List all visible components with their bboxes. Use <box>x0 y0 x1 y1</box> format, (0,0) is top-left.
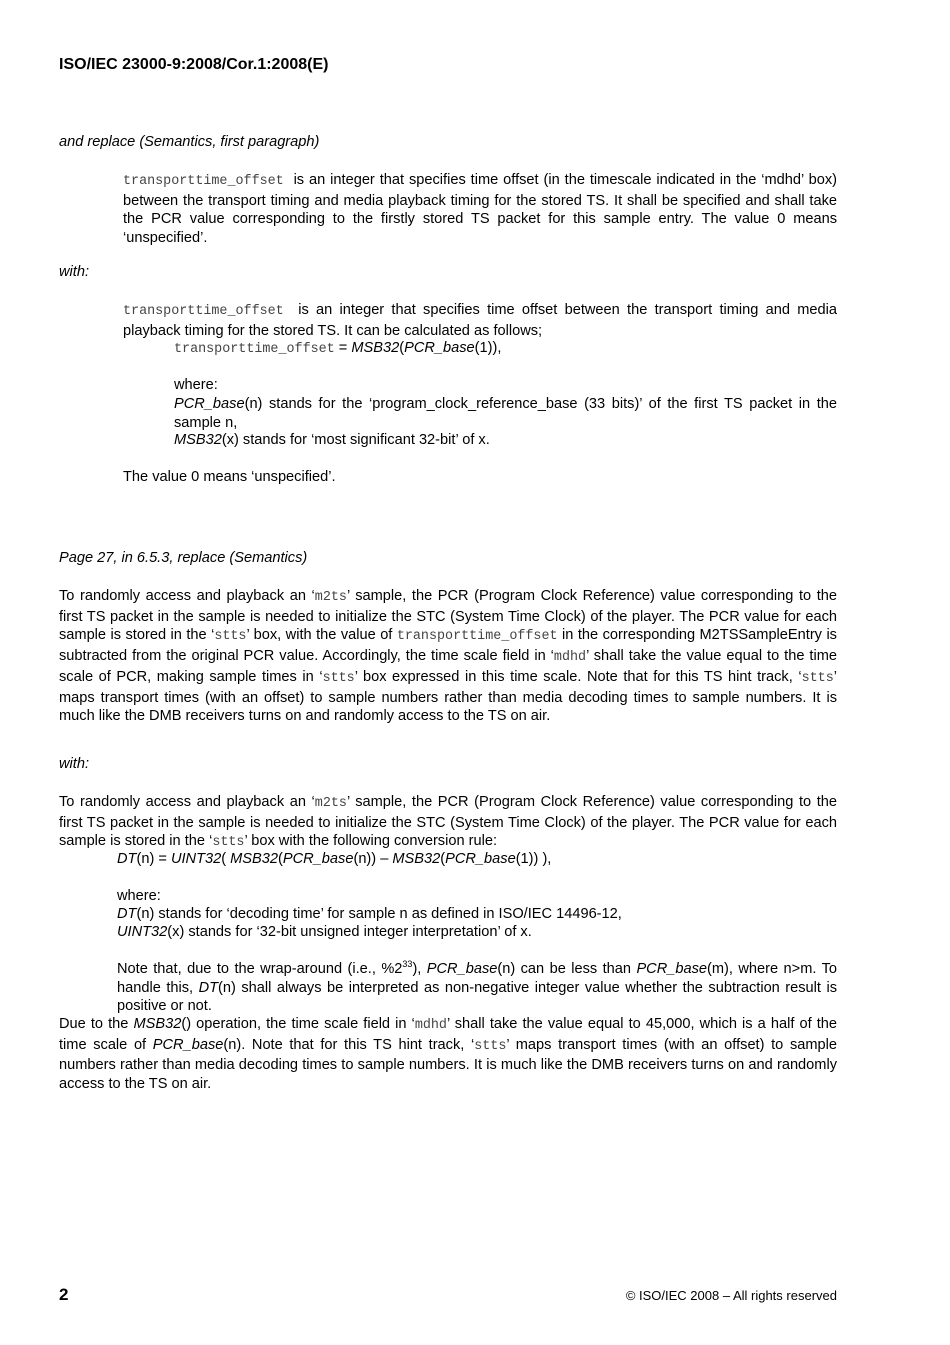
wraparound-note <box>117 960 837 1016</box>
text: () operation, the time scale field in ‘ <box>181 1016 415 1032</box>
paren: (1)), <box>474 340 502 356</box>
text: (m), where n>m. To handle this, <box>117 961 837 996</box>
fn-pcr-base: PCR_base <box>404 340 475 356</box>
text: ’ box expressed in this time scale. Note that for this TS hint track, ‘ <box>354 668 802 685</box>
definition-text: is an integer that specifies time offset (in the timescale indicated in the ‘mdhd’ box) between the transport timing and media playback timing for the stored TS. It shall be specified and shall take the PCR value corresponding to the firstly stored TS packet for this sample entry. The value 0 means ‘unspecified’. <box>123 172 838 247</box>
where-label-2: where: <box>117 888 161 904</box>
text: ( <box>440 851 446 867</box>
paren: ( <box>399 340 405 356</box>
old-definition <box>123 171 837 248</box>
definition-text: (x) stands for ‘most significant 32-bit’ of x. <box>221 432 490 448</box>
fn-uint32: UINT32 <box>117 924 168 940</box>
page-number: 2 <box>59 1285 69 1304</box>
code: m2ts <box>314 590 347 605</box>
fn-pcr-base: PCR_base <box>426 961 498 977</box>
text: in the corresponding M2TSSampleEntry is subtracted from the original PCR value. Accordingly, the time scale field in ‘ <box>59 627 837 665</box>
term: transporttime_offset <box>174 342 335 357</box>
text: ( <box>221 851 231 867</box>
instruction-replace-semantics: and replace (Semantics, first paragraph) <box>59 134 320 150</box>
text: ’ shall take the value equal to the time scale of PCR, making sample times in ‘ <box>59 648 837 685</box>
code: mdhd <box>414 1018 447 1033</box>
fn-pcr-base: PCR_base <box>636 961 708 977</box>
old-semantics-paragraph <box>59 587 837 726</box>
text: ’ sample, the PCR (Program Clock Reference) value corresponding to the first TS packet in the sample is needed to initialize the STC (System Time Clock) of the player. The PCR value for each sample is stored in the ‘ <box>59 794 838 850</box>
fn-dt: DT <box>117 906 137 922</box>
text: To randomly access and playback an ‘ <box>59 588 315 604</box>
text: (n) can be less than <box>497 961 637 977</box>
text: (n) shall always be interpreted as non-negative integer value whether the subtraction result is positive or not. <box>117 979 838 1015</box>
code: stts <box>474 1038 507 1054</box>
fn-msb32: MSB32 <box>174 432 222 448</box>
code: stts <box>801 670 834 686</box>
fn-msb32: MSB32 <box>133 1016 182 1032</box>
timescale-paragraph <box>59 1015 837 1094</box>
text: (x) stands for ‘32-bit unsigned integer interpretation’ of x. <box>167 924 532 940</box>
document-header: ISO/IEC 23000-9:2008/Cor.1:2008(E) <box>59 56 329 73</box>
instruction-page27: Page 27, in 6.5.3, replace (Semantics) <box>59 550 308 566</box>
dt-formula <box>117 850 551 869</box>
text: (n) stands for ‘decoding time’ for sample n as defined in ISO/IEC 14496-12, <box>136 906 622 922</box>
pcr-base-definition <box>174 395 837 432</box>
fn-pcr-base: PCR_base <box>445 851 516 867</box>
fn-pcr-base: PCR_base <box>152 1036 224 1053</box>
fn-pcr-base: PCR_base <box>282 851 354 867</box>
text: Due to the <box>59 1016 134 1032</box>
eq: = <box>334 340 352 356</box>
fn-msb32: MSB32 <box>230 851 278 867</box>
text: Note that, due to the wrap-around (i.e., %2 <box>117 961 403 977</box>
code: stts <box>322 670 355 686</box>
code: stts <box>214 629 247 645</box>
offset-formula <box>174 339 501 360</box>
text: (1)) ), <box>515 851 552 867</box>
text: ’ maps transport times (with an offset) to sample numbers rather than media decoding times to sample numbers. It is much like the DMB receivers turns on and randomly access to the TS on air. <box>59 1036 837 1093</box>
uint32-definition <box>117 923 532 942</box>
dt-definition <box>117 905 622 924</box>
code: mdhd <box>553 650 587 666</box>
fn-msb32: MSB32 <box>351 340 400 356</box>
text: ’ maps transport times (with an offset) to sample numbers rather than media decoding times to sample numbers. It is much like the DMB receivers turns on and randomly access to the TS on air. <box>59 668 837 725</box>
text: ’ sample, the PCR (Program Clock Reference) value corresponding to the first TS packet in the sample is needed to initialize the STC (System Time Clock) of the player. The PCR value for each sample is stored in the ‘ <box>59 588 838 644</box>
fn-msb32: MSB32 <box>392 851 441 867</box>
with-label: with: <box>59 264 90 280</box>
definition-text: is an integer that specifies time offset between the transport timing and media playback timing for the stored TS. It can be calculated as follows; <box>123 302 838 339</box>
text: ’ box with the following conversion rule: <box>244 833 498 850</box>
text: (n) = <box>136 851 171 867</box>
text: ’ box, with the value of <box>246 627 397 644</box>
exponent: 33 <box>402 959 413 970</box>
copyright: © ISO/IEC 2008 – All rights reserved <box>625 1288 837 1303</box>
code: m2ts <box>314 796 347 811</box>
msb32-definition <box>174 431 490 450</box>
definition-text: (n) stands for the ‘program_clock_reference_base (33 bits)’ of the first TS packet in the sample n, <box>174 396 837 431</box>
term: transporttime_offset <box>123 304 284 319</box>
new-semantics-paragraph <box>59 793 837 853</box>
value-note: The value 0 means ‘unspecified’. <box>123 469 336 485</box>
text: To randomly access and playback an ‘ <box>59 794 315 810</box>
fn-pcr-base: PCR_base <box>174 396 245 412</box>
text: ), <box>412 961 427 977</box>
text: ( <box>278 851 283 867</box>
text: (n)) – <box>353 851 393 867</box>
with-label-2: with: <box>59 756 90 772</box>
text: (n). Note that for this TS hint track, ‘ <box>223 1036 475 1053</box>
fn-dt: DT <box>198 979 219 996</box>
fn-dt: DT <box>117 851 137 867</box>
term: transporttime_offset <box>123 174 284 189</box>
fn-uint32: UINT32 <box>170 851 222 867</box>
new-definition <box>123 301 837 340</box>
text: ’ shall take the value equal to 45,000, which is a half of the time scale of <box>59 1016 837 1053</box>
code: transporttime_offset <box>396 629 558 645</box>
where-label: where: <box>174 377 218 393</box>
code: stts <box>212 835 245 851</box>
